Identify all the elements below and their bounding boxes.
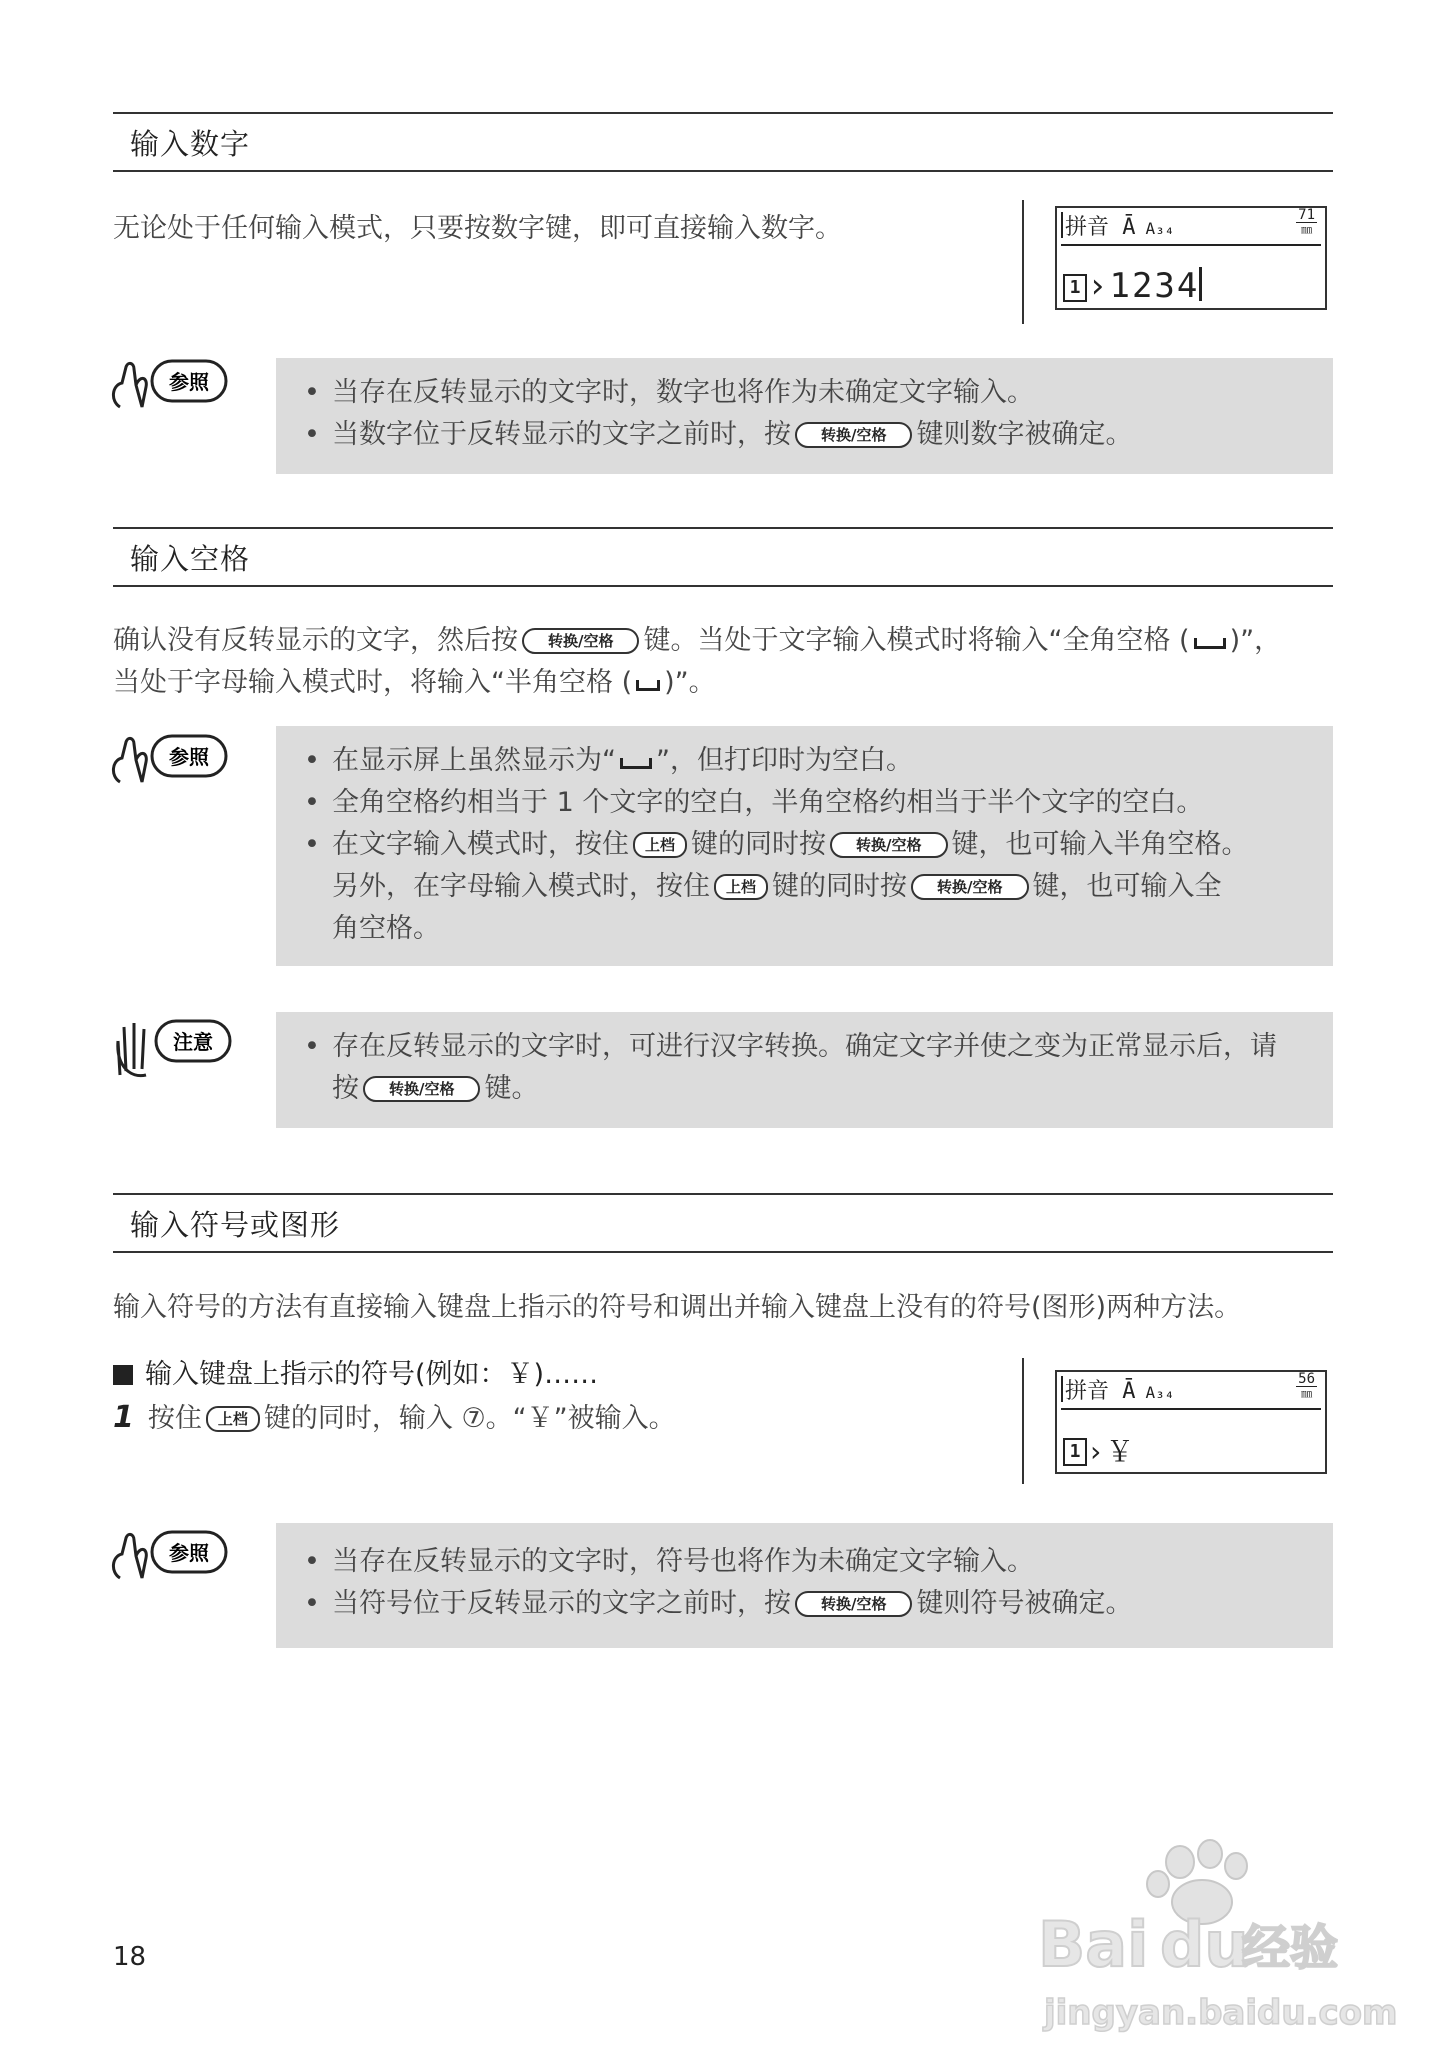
text-span: 键。 [484,1073,539,1104]
shift-key: 上档 [633,832,687,858]
section-title-numbers: 输入数字 [130,127,251,161]
lcd-header-underline [1061,1408,1321,1410]
section-title-space: 输入空格 [130,542,251,576]
lcd-size [1296,208,1317,237]
bullet: • [304,787,320,818]
watermark-brand-2: du [1160,1908,1249,1981]
text-span: 当处于字母输入模式时，将输入“半角空格 ( [113,667,633,698]
bullet: • [304,1546,320,1577]
bullet: • [304,419,320,450]
text-span: 在文字输入模式时，按住 [332,829,629,860]
square-bullet-icon [113,1365,133,1385]
text-span: 键。当处于文字输入模式时将输入“全角空格 ( [643,625,1190,656]
fullwidth-space-icon [1194,638,1226,649]
shift-key: 上档 [714,874,768,900]
lcd-cursor-bar [1061,1376,1063,1402]
baidu-jingyan-watermark [1030,1840,1398,2050]
reference-item [304,1541,1333,1583]
watermark-suffix: 经验 [1242,1920,1339,1976]
lcd-mode: 拼音 [1065,215,1110,240]
text-span: 键则符号被确定。 [916,1588,1133,1619]
section-bottom-rule [113,170,1333,172]
text-span: 全角空格约相当于 1 个文字的空白，半角空格约相当于半个文字的空白。 [332,787,1204,818]
section-top-rule [113,1193,1333,1195]
symbols-subhead [113,1354,598,1396]
bullet: • [304,1031,320,1062]
text-span: 当存在反转显示的文字时，符号也将作为未确定文字输入。 [332,1546,1034,1577]
lcd-aa: A₃₄ [1145,219,1175,238]
lcd-aa: A₃₄ [1145,1383,1175,1402]
caution-item [304,1026,1333,1110]
text-span: 输入键盘上指示的符号(例如：￥)…… [145,1359,599,1390]
convert-space-key: 转换/空格 [911,874,1028,900]
reference-item [304,824,1333,950]
convert-space-key: 转换/空格 [522,628,639,654]
section-top-rule [113,112,1333,114]
reference-label: 参照 [169,1541,209,1565]
step-number: 1 [113,1400,134,1435]
space-body-line-2 [113,662,1343,704]
reference-hand-icon [106,720,230,800]
convert-space-key: 转换/空格 [830,832,947,858]
reference-item-text: 当数字位于反转显示的文字之前时，按 [332,419,791,450]
reference-hand-icon [106,345,230,425]
reference-item [304,414,1333,456]
page-number: 18 [113,1942,147,1972]
text-span: 另外，在字母输入模式时，按住 [332,871,710,902]
space-body-line-1 [113,620,1343,662]
lcd-size-unit: ㎜ [1301,1387,1313,1400]
section-title-symbols: 输入符号或图形 [130,1208,341,1242]
bullet: • [304,377,320,408]
lcd-display-symbols [1055,1370,1327,1474]
caution-box-space [276,1012,1333,1128]
symbols-body-text: 输入符号的方法有直接输入键盘上指示的符号和调出并输入键盘上没有的符号(图形)两种方法。 [113,1292,1242,1323]
reference-label: 参照 [169,370,209,394]
lcd-line-number: 1 [1063,1438,1087,1466]
lcd-font-glyph: Ā [1122,215,1136,240]
lcd-mode: 拼音 [1065,1379,1110,1404]
text-span: 键的同时，输入 ⑦。“￥”被输入。 [263,1403,676,1434]
lcd-size-value: 71 [1298,207,1315,223]
caution-hand-icon [110,1005,234,1085]
text-span: 当符号位于反转显示的文字之前时，按 [332,1588,791,1619]
lcd-header [1061,210,1174,241]
reference-label: 参照 [169,745,209,769]
baidu-paw-logo-icon [1030,1840,1398,2050]
lcd-divider [1022,200,1024,324]
bullet: • [304,1588,320,1619]
reference-item-text: 键则数字被确定。 [916,419,1133,450]
reference-item [304,782,1333,824]
halfwidth-space-icon [636,680,660,691]
lcd-content: ￥ [1105,1435,1136,1468]
reference-item-text: 当存在反转显示的文字时，数字也将作为未确定文字输入。 [332,377,1034,408]
reference-box-symbols [276,1523,1333,1648]
reference-box-numbers [276,358,1333,474]
text-span: 键的同时按 [691,829,827,860]
lcd-header [1061,1374,1174,1405]
lcd-caret [1199,267,1202,301]
text-span: 角空格。 [332,913,440,944]
lcd-display-numbers [1055,206,1327,310]
shift-key: 上档 [206,1406,260,1432]
symbols-step-1 [113,1397,676,1440]
lcd-content: 1234 [1109,266,1200,306]
text-span: 按住 [147,1403,202,1434]
bullet: • [304,829,320,860]
section-bottom-rule [113,1251,1333,1253]
section-bottom-rule [113,585,1333,587]
section-top-rule [113,527,1333,529]
convert-space-key: 转换/空格 [795,422,912,448]
reference-item [304,1583,1333,1625]
lcd-content-line: 1 ›￥ [1063,1430,1136,1470]
lcd-size [1296,1372,1317,1401]
lcd-cursor-bar [1061,212,1063,238]
space-body-text [113,620,1343,704]
lcd-size-value: 56 [1298,1371,1315,1387]
lcd-content-line: 1 ›1234 [1063,266,1202,306]
watermark-brand: Bai [1038,1908,1149,1981]
lcd-size-unit: ㎜ [1301,223,1313,236]
text-span: )”。 [664,667,716,698]
reference-box-space [276,726,1333,966]
convert-space-key: 转换/空格 [363,1076,480,1102]
watermark-url: jingyan.baidu.com [1044,1993,1398,2033]
text-span: 键，也可输入全 [1032,871,1222,902]
text-span: 存在反转显示的文字时，可进行汉字转换。确定文字并使之变为正常显示后，请 [332,1031,1277,1062]
lcd-line-number: 1 [1063,274,1087,302]
text-span: 按 [332,1073,359,1104]
numbers-body-text: 无论处于任何输入模式，只要按数字键，即可直接输入数字。 [113,213,842,244]
reference-item [304,740,1333,782]
text-span: 键，也可输入半角空格。 [951,829,1249,860]
text-span: 在显示屏上虽然显示为“ [332,745,616,776]
reference-item [304,372,1333,414]
caution-label: 注意 [173,1030,213,1054]
text-span: 确认没有反转显示的文字，然后按 [113,625,518,656]
reference-hand-icon [106,1516,230,1596]
lcd-header-underline [1061,244,1321,246]
text-span: 键的同时按 [772,871,908,902]
convert-space-key: 转换/空格 [795,1591,912,1617]
text-span: )”， [1229,625,1282,656]
lcd-font-glyph: Ā [1122,1379,1136,1404]
fullwidth-space-icon [620,758,652,769]
text-span: ”，但打印时为空白。 [656,745,913,776]
lcd-divider [1022,1358,1024,1484]
bullet: • [304,745,320,776]
